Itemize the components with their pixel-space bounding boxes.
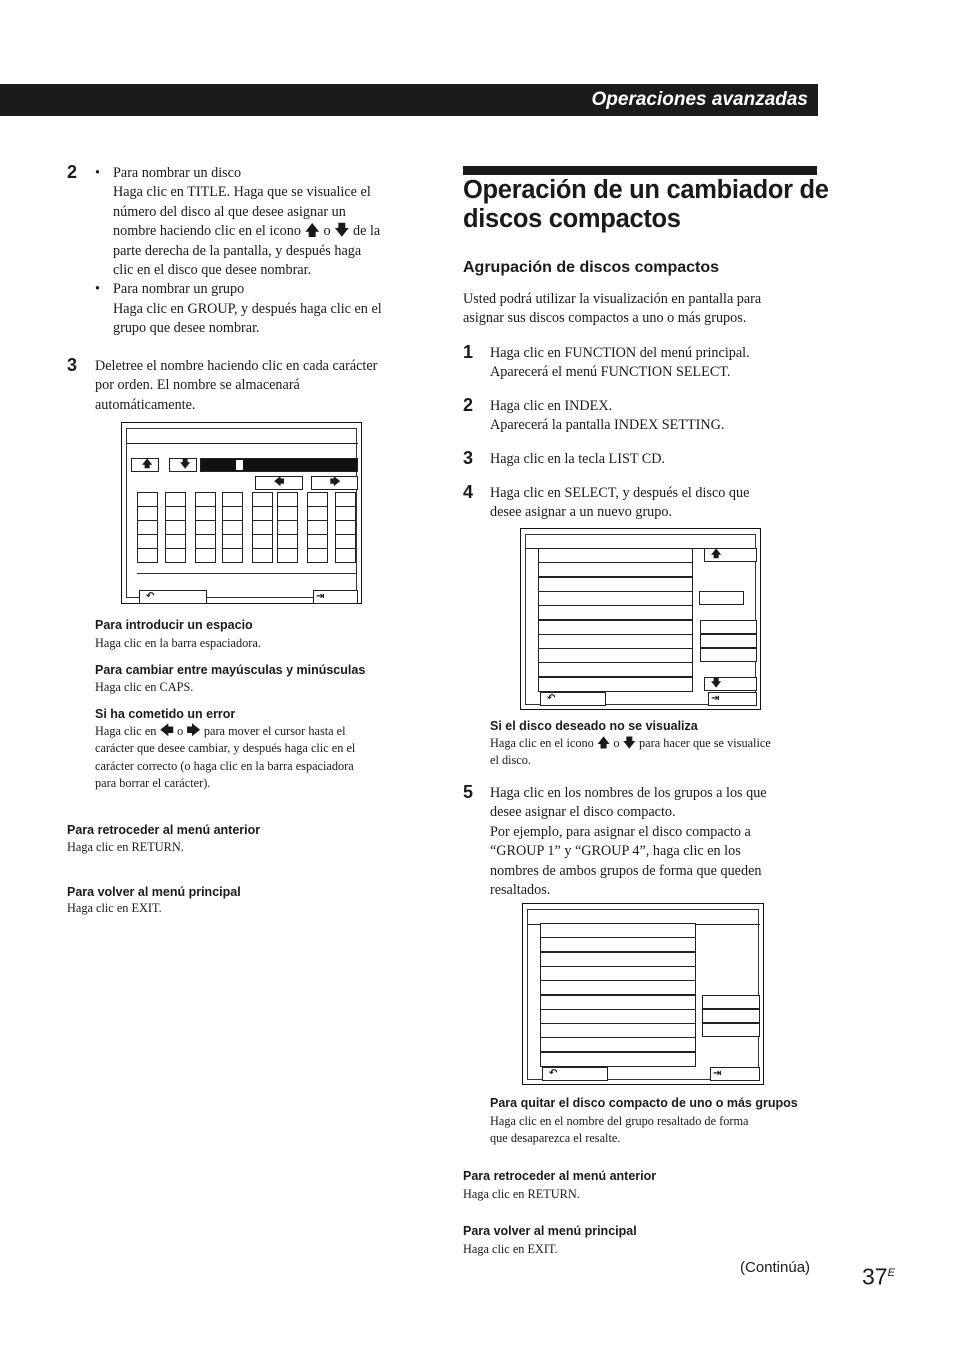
character-key[interactable] [335,520,356,535]
character-key[interactable] [165,548,186,563]
main-menu-body: Haga clic en EXIT. [67,901,162,915]
back-body: Haga clic en RETURN. [67,840,184,854]
section-header-bar [0,84,818,116]
text-line: asignar sus discos compactos a uno o más grupos. [463,310,747,327]
text-line: Aparecerá el menú FUNCTION SELECT. [490,364,731,381]
text-line [113,222,433,241]
group-option[interactable] [700,648,757,662]
text-line: Haga clic en TITLE. Haga que se visualice el [113,184,371,201]
character-key[interactable] [222,506,243,521]
character-key[interactable] [195,506,216,521]
step-number: 3 [463,448,474,468]
down-arrow-icon: 🡇 [622,736,636,751]
text-line: Haga clic en FUNCTION del menú principal. [490,345,750,361]
cursor-left-button[interactable] [255,476,303,490]
disc-row[interactable] [538,577,693,592]
character-key[interactable] [307,520,328,535]
cursor-right-button[interactable] [311,476,358,490]
page-title [463,176,829,234]
return-icon: ↶ [549,1068,558,1079]
text-line: parte derecha de la pantalla, y después haga [113,242,362,259]
character-key[interactable] [165,534,186,549]
character-key[interactable] [137,492,158,507]
continues-label: (Continúa) [740,1259,811,1276]
disc-row[interactable] [540,923,696,938]
group-option[interactable] [700,634,757,648]
text-line: Haga clic en SELECT, y después el disco que [490,485,750,501]
exit-icon: ⇥ [711,693,720,704]
character-key[interactable] [222,492,243,507]
disc-row[interactable] [538,648,693,663]
character-key[interactable] [277,520,298,535]
character-key[interactable] [137,506,158,521]
return-icon: ↶ [146,591,155,602]
main-menu-heading: Para volver al menú principal [463,1224,637,1238]
text-line: el disco. [490,753,531,768]
text-line: para borrar el carácter). [95,775,211,790]
text-line: Haga clic en los nombres de los grupos a los que [490,785,767,801]
text-line: desee asignar el disco compacto. [490,804,676,821]
text-line: grupo que desee nombrar. [113,320,260,337]
text-fragment: Haga clic en [95,724,157,738]
down-arrow-icon: 🡇 [334,221,350,240]
text-fragment: o [177,724,184,738]
text-line: carácter que desee cambiar, y después haga clic en el [95,741,356,756]
disc-row[interactable] [540,952,696,967]
character-key[interactable] [335,548,356,563]
main-menu-body: Haga clic en EXIT. [463,1242,558,1256]
step-1-text [490,344,750,383]
exit-icon: ⇥ [316,591,325,602]
select-button[interactable] [699,591,744,605]
character-key[interactable] [222,520,243,535]
group-option[interactable] [702,995,760,1009]
text-line: Deletree el nombre haciendo clic en cada carácter [95,358,378,374]
disc-row[interactable] [538,591,693,606]
text-line: desee asignar a un nuevo grupo. [490,504,673,521]
character-key[interactable] [335,506,356,521]
space-heading: Para introducir un espacio [95,618,253,632]
disc-row[interactable] [538,605,693,620]
group-option[interactable] [700,620,757,634]
remove-heading: Para quitar el disco compacto de uno o más grupos [490,1096,798,1110]
group-option[interactable] [702,1023,760,1037]
text-line: Por ejemplo, para asignar el disco compacto a [490,823,751,840]
character-key[interactable] [277,506,298,521]
name-entry-screen [121,422,362,604]
group-option[interactable] [702,1009,760,1023]
keyboard-bottom-line [137,573,357,574]
character-key[interactable] [307,534,328,549]
caps-body: Haga clic en CAPS. [95,680,194,694]
character-key[interactable] [137,548,158,563]
character-key[interactable] [165,492,186,507]
step-3-text [95,357,435,415]
disc-row[interactable] [540,995,696,1010]
exit-button[interactable] [313,590,358,604]
character-key[interactable] [252,506,273,521]
character-key[interactable] [335,534,356,549]
text-line: Usted podrá utilizar la visualización en pantalla para [463,291,762,307]
error-body [95,723,415,792]
text-fragment: o [613,736,620,750]
step-4-text [490,484,749,523]
return-button[interactable] [540,692,606,706]
scroll-up-button[interactable] [131,458,159,472]
text-line: nombres de ambos grupos de forma que queden [490,862,762,879]
step-3-text: Haga clic en la tecla LIST CD. [490,451,666,467]
disc-row[interactable] [538,620,693,635]
caps-heading: Para cambiar entre mayúsculas y minúsculas [95,663,366,677]
up-arrow-icon: 🡅 [142,459,153,470]
text-line: que desaparezca el resalte. [490,1131,621,1146]
screen-inner-frame [525,534,756,705]
character-key[interactable] [252,492,273,507]
return-button[interactable] [542,1067,608,1081]
scroll-down-button[interactable] [704,677,757,691]
text-line: “GROUP 1” y “GROUP 4”, haga clic en los [490,843,741,860]
disc-row[interactable] [540,980,696,995]
character-key[interactable] [195,534,216,549]
text-line: automáticamente. [95,396,196,413]
disc-row[interactable] [538,634,693,649]
up-arrow-icon: 🡅 [304,221,320,240]
title-line: discos compactos [463,205,681,233]
disc-row[interactable] [538,548,693,563]
text-line: carácter correcto (o haga clic en la barra espaciadora [95,758,354,773]
not-shown-body [490,735,820,770]
step-number: 3 [67,355,78,375]
step-number: 2 [463,395,474,415]
text-fragment: nombre haciendo clic en el icono [113,223,301,240]
character-key[interactable] [165,506,186,521]
step-2-text [113,164,433,339]
disc-row[interactable] [540,1023,696,1038]
text-line: Haga clic en el nombre del grupo resaltado de forma [490,1114,749,1128]
right-arrow-icon: 🡆 [330,477,341,488]
error-heading: Si ha cometido un error [95,707,236,721]
text-line: número del disco al que desee asignar un [113,203,346,220]
character-key[interactable] [195,492,216,507]
screen-inner-frame [527,909,759,1080]
name-input-field[interactable] [200,458,358,472]
step-number: 5 [463,782,474,802]
scroll-down-button[interactable] [169,458,197,472]
text-cursor [236,460,243,470]
title-divider [127,443,358,444]
up-arrow-icon: 🡅 [711,549,722,560]
back-heading: Para retroceder al menú anterior [463,1169,657,1183]
back-body: Haga clic en RETURN. [463,1187,580,1201]
section-subtitle: Agrupación de discos compactos [463,259,720,276]
down-arrow-icon: 🡇 [711,678,722,689]
disc-row[interactable] [540,1009,696,1024]
step-5-text [490,784,820,900]
step-number: 1 [463,342,474,362]
text-fragment: para mover el cursor hasta el [203,724,346,738]
page-number-value: 37 [862,1263,888,1290]
character-key[interactable] [252,520,273,535]
scroll-up-button[interactable] [704,548,757,562]
text-line: clic en el disco que desee nombrar. [113,262,312,279]
down-arrow-icon: 🡇 [180,459,191,470]
text-line [95,723,415,740]
text-line: resaltados. [490,882,551,899]
step-number: 2 [67,162,78,182]
left-arrow-icon: 🡄 [274,477,285,488]
right-arrow-icon: 🡆 [186,723,201,739]
bullet-name-group: • Para nombrar un grupo [113,280,433,299]
disc-row[interactable] [540,937,696,952]
return-icon: ↶ [547,693,556,704]
space-body: Haga clic en la barra espaciadora. [95,636,261,650]
character-key[interactable] [277,548,298,563]
character-key[interactable] [335,492,356,507]
bullet-name-disc: • Para nombrar un disco [113,164,433,183]
disc-row[interactable] [538,562,693,577]
main-menu-heading: Para volver al menú principal [67,885,241,899]
character-key[interactable] [195,548,216,563]
disc-row[interactable] [538,677,693,692]
remove-body [490,1113,820,1148]
title-rule [463,166,817,175]
disc-row[interactable] [540,1037,696,1052]
character-key[interactable] [137,534,158,549]
exit-icon: ⇥ [713,1068,722,1079]
character-key[interactable] [252,534,273,549]
text-line: por orden. El nombre se almacenará [95,377,300,394]
not-shown-heading: Si el disco deseado no se visualiza [490,719,698,733]
text-line: Haga clic en GROUP, y después haga clic en el [113,300,382,317]
text-fragment: o [323,223,331,240]
up-arrow-icon: 🡅 [596,736,611,751]
text-fragment: de la [353,223,381,240]
left-arrow-icon: 🡄 [159,723,174,739]
text-line: Haga clic en INDEX. [490,398,613,414]
character-key[interactable] [307,506,328,521]
character-key[interactable] [137,520,158,535]
back-heading: Para retroceder al menú anterior [67,823,261,837]
text-line [490,735,820,752]
group-assign-screen [522,903,764,1085]
exit-button[interactable] [708,692,757,706]
step-number: 4 [463,482,474,502]
title-line: Operación de un cambiador de [463,176,829,204]
disc-list-screen [520,528,761,710]
character-key[interactable] [277,492,298,507]
step-2-text [490,397,724,436]
text-fragment: Haga clic en el icono [490,736,594,750]
page-suffix: E [887,1267,895,1279]
character-key[interactable] [165,520,186,535]
intro-text [463,290,813,329]
character-key[interactable] [222,548,243,563]
character-key[interactable] [307,492,328,507]
text-line: Aparecerá la pantalla INDEX SETTING. [490,417,725,434]
disc-row[interactable] [538,662,693,677]
character-key[interactable] [195,520,216,535]
character-key[interactable] [252,548,273,563]
return-button[interactable] [139,590,207,604]
exit-button[interactable] [710,1067,760,1081]
section-title: Operaciones avanzadas [591,89,808,110]
character-key[interactable] [307,548,328,563]
page-number [862,1259,895,1291]
disc-row[interactable] [540,1052,696,1067]
screen-inner-frame [126,428,357,602]
disc-row[interactable] [540,966,696,981]
text-fragment: para hacer que se visualice [639,736,771,750]
character-key[interactable] [222,534,243,549]
character-key[interactable] [277,534,298,549]
